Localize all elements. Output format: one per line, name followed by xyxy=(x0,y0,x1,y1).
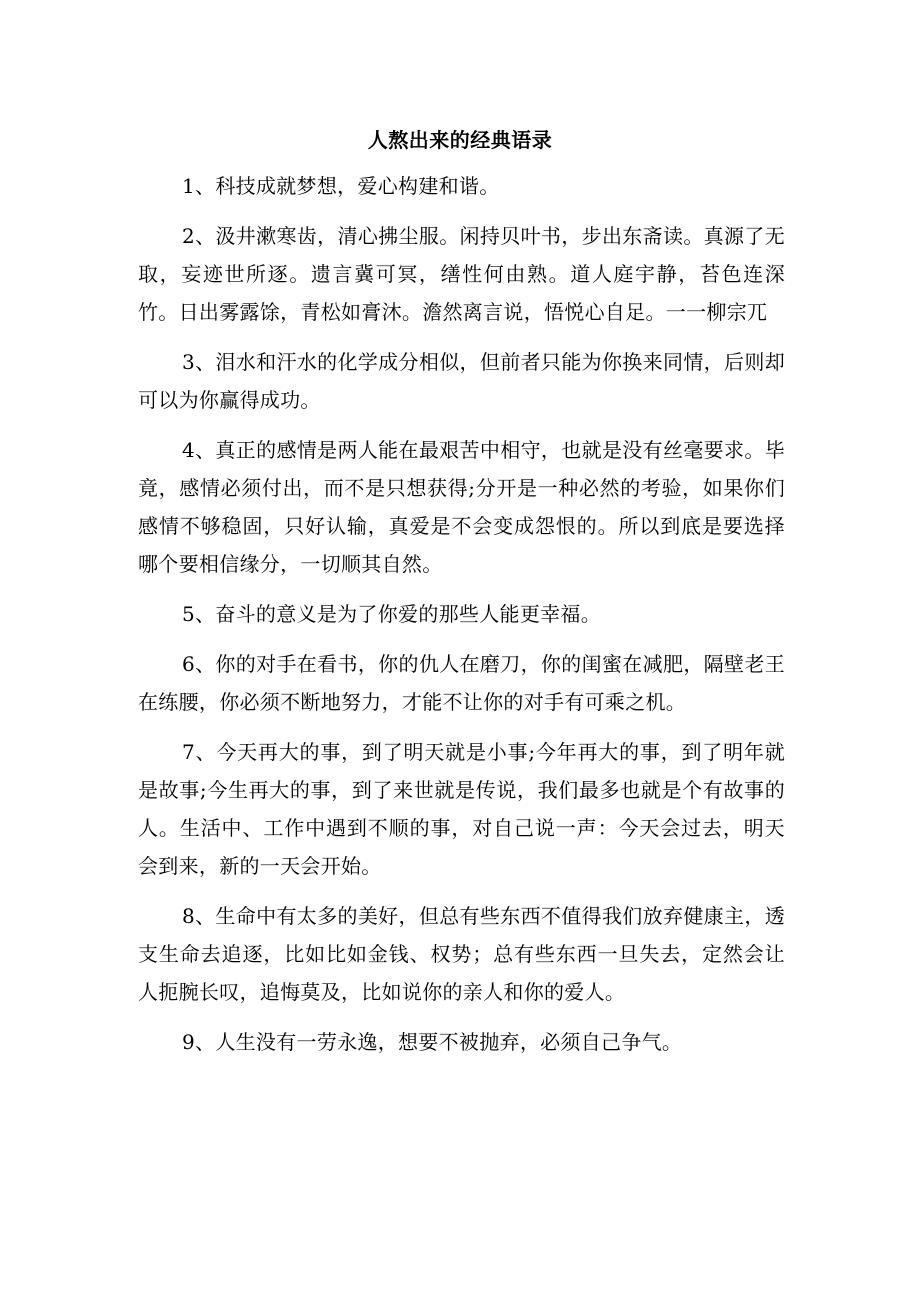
paragraph-4: 4、真正的感情是两人能在最艰苦中相守，也就是没有丝毫要求。毕竟，感情必须付出，而不是只想获得;分开是一种必然的考验，如果你们感情不够稳固，只好认输，真爱是不会变成怨恨的。所以到底是要选择哪个要相信缘分，一切顺其自然。 xyxy=(138,438,785,576)
paragraph-7: 7、今天再大的事，到了明天就是小事;今年再大的事，到了明年就是故事;今生再大的事，到了来世就是传说，我们最多也就是个有故事的人。生活中、工作中遇到不顺的事，对自己说一声：今天会过去，明天会到来，新的一天会开始。 xyxy=(138,740,785,878)
paragraph-2: 2、汲井漱寒齿，清心拂尘服。闲持贝叶书，步出东斋读。真源了无取，妄迹世所逐。遗言冀可冥，缮性何由熟。道人庭宇静，苔色连深竹。日出雾露馀，青松如膏沐。澹然离言说，悟悦心自足。一一柳宗兀 xyxy=(138,224,785,324)
paragraph-8: 8、生命中有太多的美好，但总有些东西不值得我们放弃健康主，透支生命去追逐，比如比如金钱、权势；总有些东西一旦失去，定然会让人扼腕长叹，追悔莫及，比如说你的亲人和你的爱人。 xyxy=(138,904,785,1004)
document-title: 人熬出来的经典语录 xyxy=(367,128,553,152)
paragraph-9: 9、人生没有一劳永逸，想要不被抛弃，必须自己争气。 xyxy=(182,1030,683,1054)
paragraph-6: 6、你的对手在看书，你的仇人在磨刀，你的闺蜜在减肥，隔壁老王在练腰，你必须不断地努力，才能不让你的对手有可乘之机。 xyxy=(138,652,785,714)
paragraph-3: 3、泪水和汗水的化学成分相似，但前者只能为你换来同情，后则却可以为你赢得成功。 xyxy=(138,350,785,412)
paragraph-1: 1、科技成就梦想，爱心构建和谐。 xyxy=(182,174,500,198)
paragraph-5: 5、奋斗的意义是为了你爱的那些人能更幸福。 xyxy=(182,602,602,626)
document-body xyxy=(138,167,785,1073)
